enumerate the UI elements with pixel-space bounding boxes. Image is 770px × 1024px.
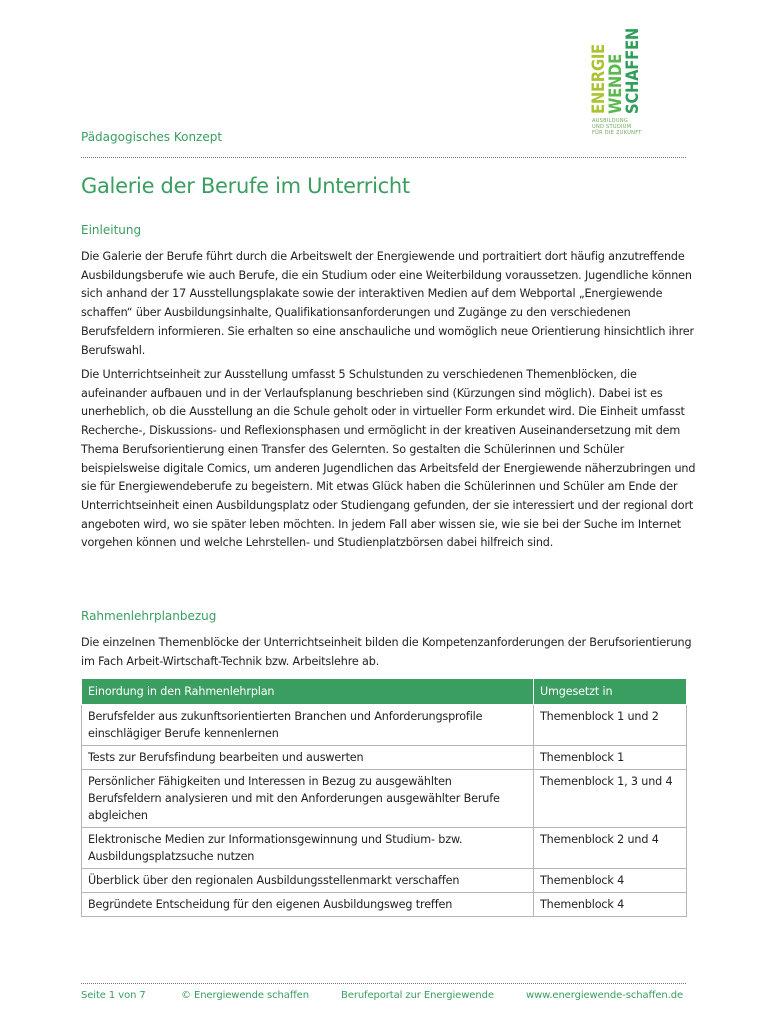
- table-row: [82, 705, 687, 746]
- logo-word-energie: ENERGIE: [589, 44, 608, 114]
- table-cell-block: Themenblock 1: [534, 746, 687, 770]
- energiewende-schaffen-logo: [590, 22, 650, 140]
- table-cell-requirement: Überblick über den regionalen Ausbildungsstellenmarkt verschaffen: [82, 869, 534, 893]
- intro-heading: Einleitung: [81, 223, 142, 237]
- logo-tagline-line: FÜR DIE ZUKUNFT: [592, 130, 642, 136]
- table-cell-requirement: Elektronische Medien zur Informationsgewinnung und Studium- bzw. Ausbildungsplatzsuche nutzen: [82, 828, 534, 869]
- section-label: Pädagogisches Konzept: [81, 130, 223, 144]
- table-row: [82, 770, 687, 828]
- header-divider: [81, 157, 686, 158]
- table-cell-block: Themenblock 4: [534, 869, 687, 893]
- table-cell-requirement: Persönlicher Fähigkeiten und Interessen in Bezug zu ausgewählten Berufsfeldern analysieren und mit den Anforderungen ausgewählter Berufe abgleichen: [82, 770, 534, 828]
- table-cell-requirement: Berufsfelder aus zukunftsorientierten Branchen und Anforderungsprofile einschlägiger Berufe kennenlernen: [82, 705, 534, 746]
- table-header-row: [82, 679, 687, 705]
- curriculum-table: [81, 678, 687, 917]
- table-row: [82, 746, 687, 770]
- table-header-implemented: Umgesetzt in: [534, 679, 687, 705]
- table-cell-requirement: Tests zur Berufsfindung bearbeiten und auswerten: [82, 746, 534, 770]
- table-cell-block: Themenblock 1 und 2: [534, 705, 687, 746]
- footer-divider: [81, 983, 686, 984]
- table-row: [82, 828, 687, 869]
- curriculum-paragraph: Die einzelnen Themenblöcke der Unterrichtseinheit bilden die Kompetenzanforderungen der Berufsorientierung im Fach Arbeit-Wirtschaft-Technik bzw. Arbeitslehre ab.: [81, 636, 692, 668]
- footer-portal-name: Berufeportal zur Energiewende: [341, 990, 494, 1001]
- table-header-placement: Einordung in den Rahmenlehrplan: [82, 679, 534, 705]
- page-title: Galerie der Berufe im Unterricht: [81, 174, 410, 198]
- footer-website-link[interactable]: www.energiewende-schaffen.de: [526, 990, 684, 1001]
- footer-copyright: © Energiewende schaffen: [181, 990, 309, 1001]
- logo-tagline-line: UND STUDIUM: [592, 124, 632, 130]
- intro-paragraph-2: Die Unterrichtseinheit zur Ausstellung umfasst 5 Schulstunden zu verschiedenen Themenblöcken, die aufeinander aufbauen und in der Verlaufsplanung beschrieben sind (Kürzungen sind möglich). Dabei ist es unerheblich, ob die Ausstellung an die Schule geholt oder in virtueller Form erkundet wird. Die Einheit umfasst Recherche-, Diskussions- und Reflexionsphasen und ermöglicht in der kreativen Auseinandersetzung mit dem Thema Berufsorientierung einen Transfer des Gelernten. So gestalten die Schülerinnen und Schüler beispielsweise digitale Comics, um anderen Jugendlichen das Arbeitsfeld der Energiewende näherzubringen und sie für Energiewendeberufe zu begeistern. Mit etwas Glück haben die Schülerinnen und Schüler am Ende der Unterrichtseinheit einen Ausbildungsplatz oder Studiengang gefunden, der sie interessiert und der regional dort angeboten wird, wo sie später leben möchten. In jedem Fall aber wissen sie, wie sie bei der Suche im Internet vorgehen können und welche Lehrstellen- und Studienplatzbörsen dabei hilfreich sind.: [81, 368, 696, 550]
- table-cell-block: Themenblock 4: [534, 893, 687, 917]
- table-cell-block: Themenblock 2 und 4: [534, 828, 687, 869]
- logo-tagline-line: AUSBILDUNG: [592, 118, 629, 124]
- footer-page-number: Seite 1 von 7: [81, 990, 146, 1001]
- logo-word-wende: WENDE: [606, 54, 625, 114]
- logo-tagline: [592, 118, 662, 136]
- curriculum-heading: Rahmenlehrplanbezug: [81, 609, 217, 623]
- table-row: [82, 869, 687, 893]
- table-cell-requirement: Begründete Entscheidung für den eigenen Ausbildungsweg treffen: [82, 893, 534, 917]
- table-cell-block: Themenblock 1, 3 und 4: [534, 770, 687, 828]
- logo-word-schaffen: SCHAFFEN: [623, 28, 642, 114]
- intro-paragraph-1: Die Galerie der Berufe führt durch die Arbeitswelt der Energiewende und portraitiert dort häufig anzutreffende Ausbildungsberufe wie auch Berufe, die ein Studium oder eine Weiterbildung voraussetzen. Jugendliche können sich anhand der 17 Ausstellungsplakate sowie der interaktiven Medien auf dem Webportal „Energiewende schaffen“ über Ausbildungsinhalte, Qualifikationsanforderungen und Zugänge zu den verschiedenen Berufsfeldern informieren. Sie erhalten so eine anschauliche und womöglich neue Orientierung hinsichtlich ihrer Berufswahl.: [81, 250, 694, 357]
- table-row: [82, 893, 687, 917]
